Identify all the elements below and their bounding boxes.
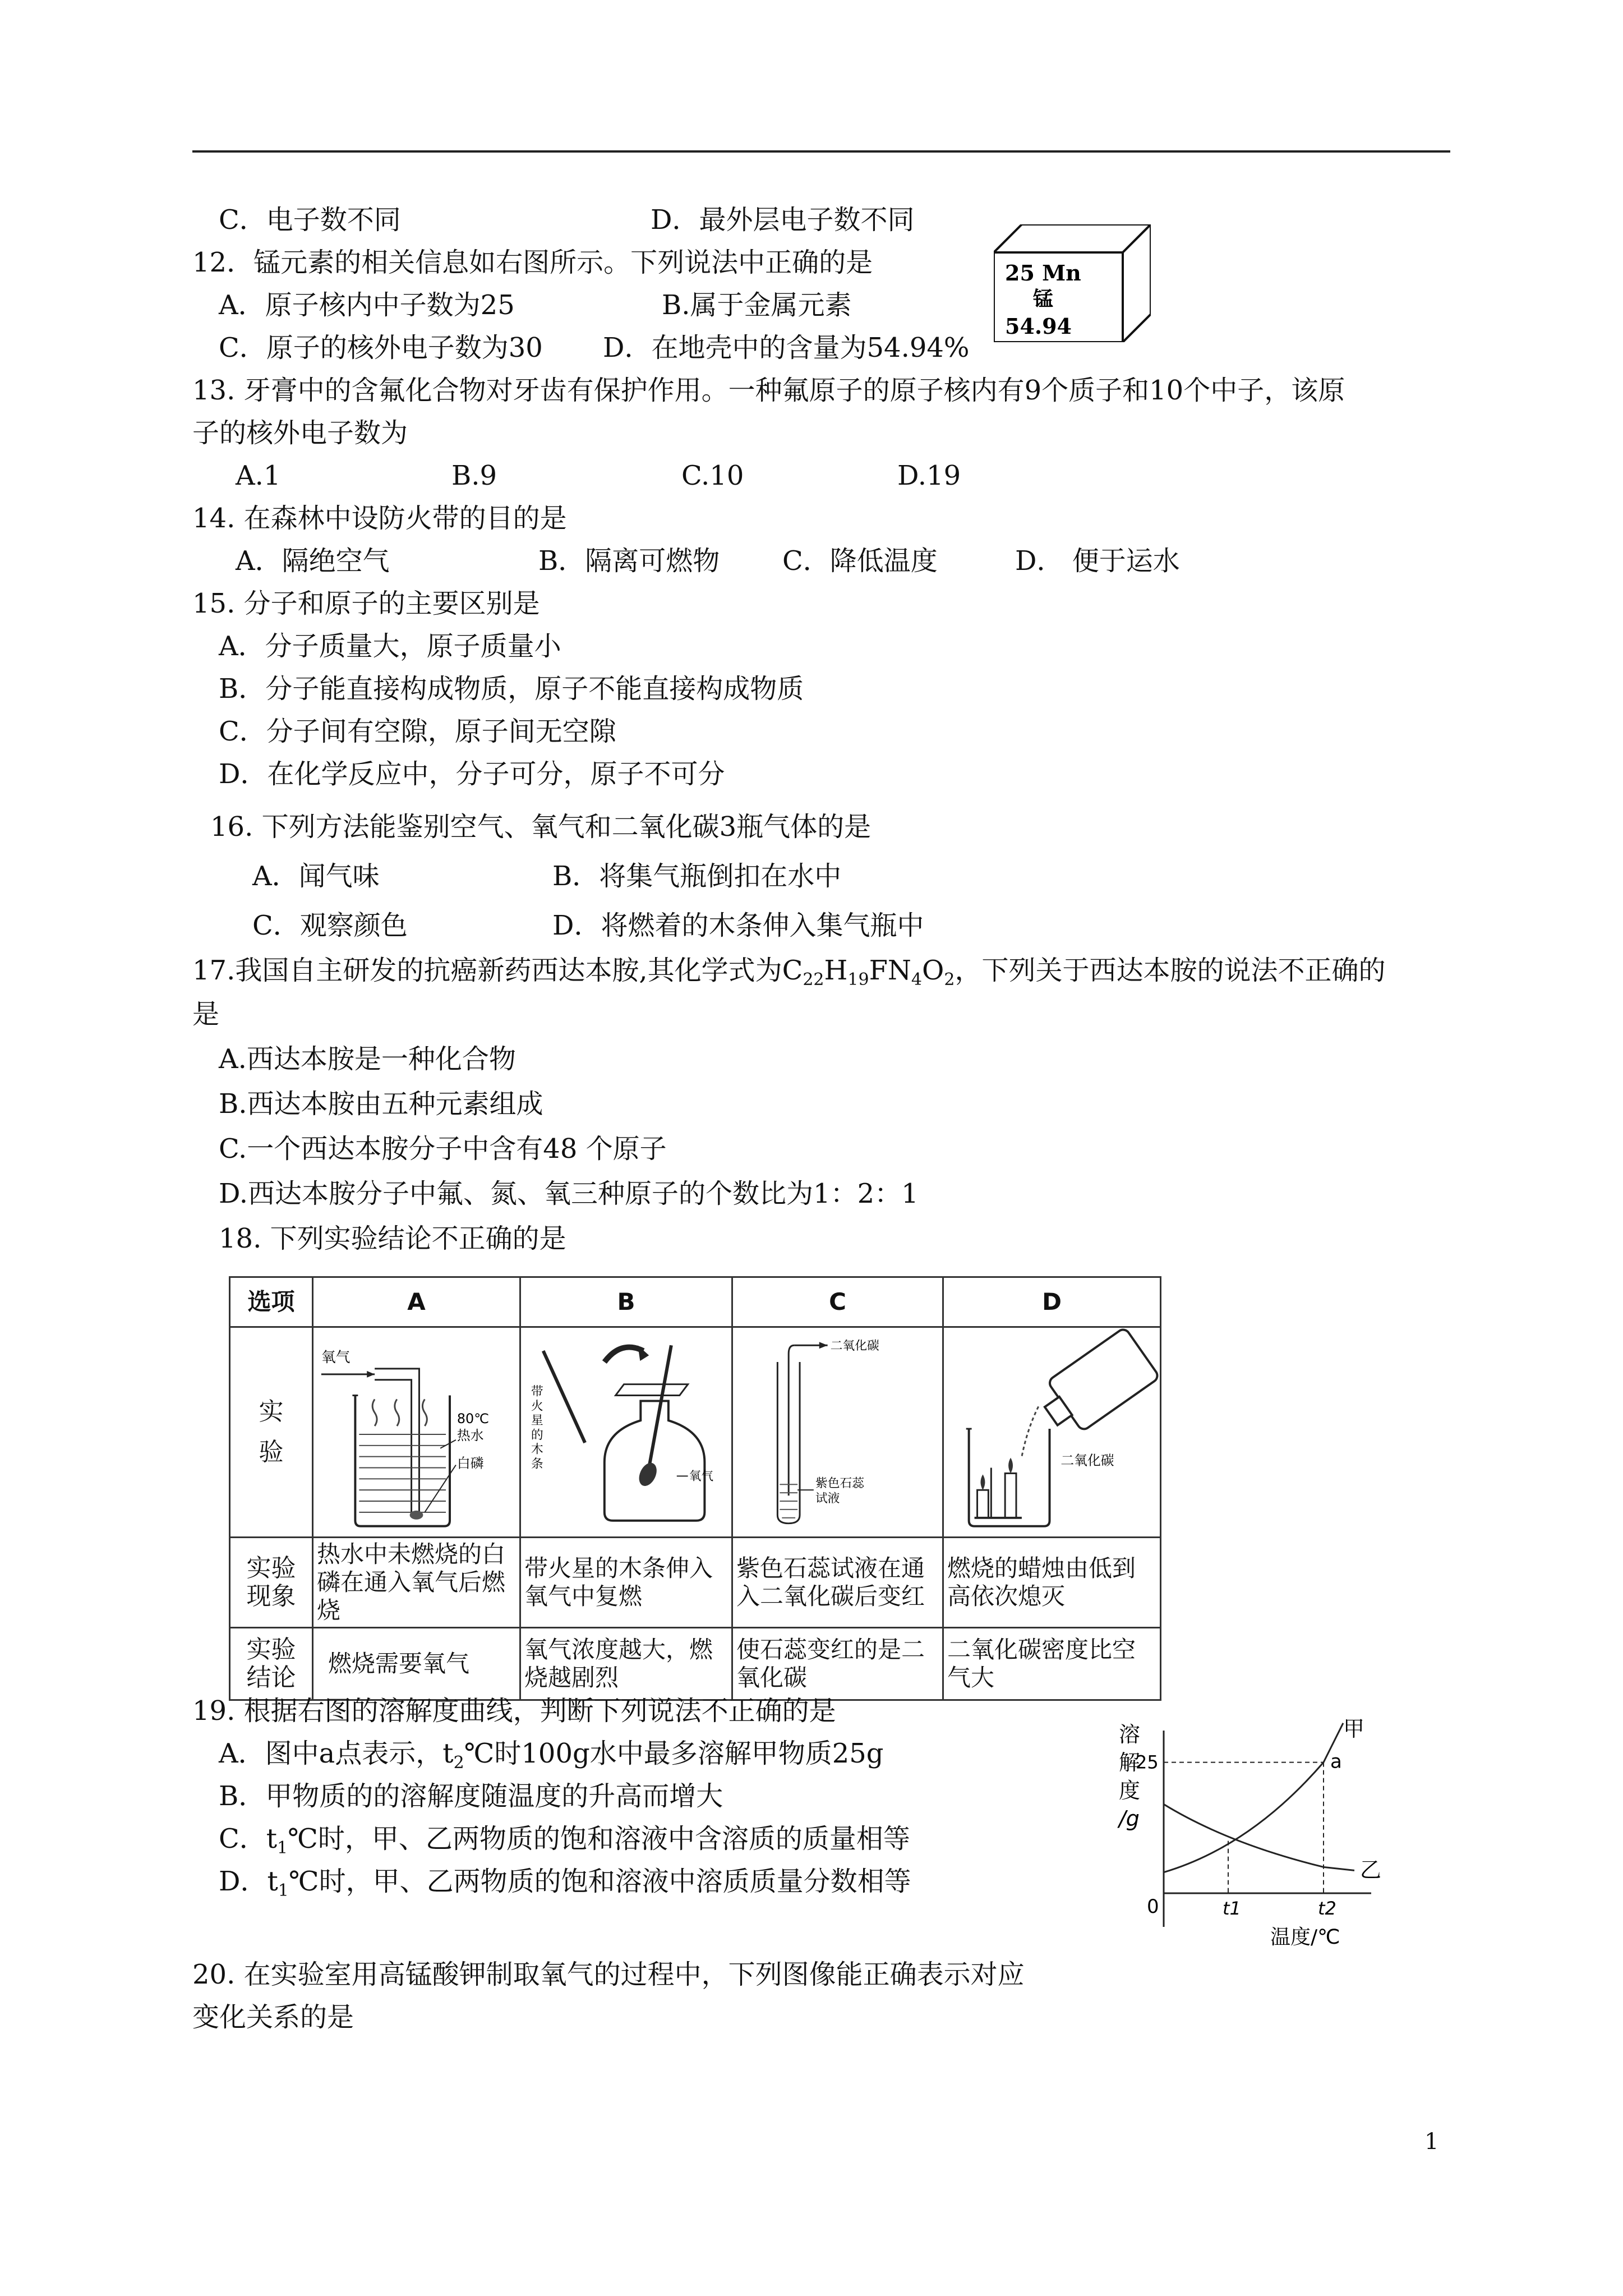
table-cell: 燃烧需要氧气 (313, 1628, 520, 1700)
q12-stem: 12．锰元素的相关信息如右图所示。下列说法中正确的是 (192, 247, 873, 278)
figure-a-beaker (313, 1327, 520, 1538)
table-cell: 使石蕊变红的是二氧化碳 (732, 1628, 943, 1700)
q13-option-c: C.10 (681, 460, 744, 491)
q14-option-b: B．隔离可燃物 (538, 545, 720, 577)
q11-option-c: C．电子数不同 (219, 204, 401, 236)
series-yi-curve (1164, 1804, 1354, 1870)
figure-d-candles (943, 1327, 1161, 1538)
pouring-co2-candles-illustration (944, 1328, 1160, 1536)
series-yi-label: 乙 (1360, 1857, 1382, 1883)
svg-text:氧气: 氧气 (689, 1469, 714, 1484)
element-mass: 54.94 (1005, 314, 1072, 339)
table-cell: 燃烧的蜡烛由低到高依次熄灭 (943, 1538, 1161, 1628)
table-cell: 紫色石蕊试液在通入二氧化碳后变红 (732, 1538, 943, 1628)
svg-text:的: 的 (531, 1428, 543, 1442)
q12-option-d: D．在地壳中的含量为54.94% (603, 332, 970, 364)
table-cell: 氧气浓度越大，燃烧越剧烈 (520, 1628, 732, 1700)
bottle-splint-illustration (521, 1328, 731, 1536)
header-cell: D (943, 1277, 1161, 1327)
q14-option-d: D． 便于运水 (1015, 545, 1180, 577)
svg-text:80℃: 80℃ (457, 1411, 489, 1427)
q13-stem-line2: 子的核外电子数为 (192, 417, 408, 449)
q19-option-a: A．图中a点表示，$t_2℃$时100g水中最多溶解甲物质25g (219, 1738, 884, 1773)
q17-stem-suffix: ，下列关于西达本胺的说法不正确的 (955, 955, 1386, 986)
element-number-symbol: 25 Mn (1005, 260, 1081, 286)
table-conclusion-row (230, 1628, 1161, 1700)
q12-option-b: B.属于金属元素 (662, 289, 852, 321)
q18-stem: 18. 下列实验结论不正确的是 (219, 1223, 566, 1254)
phenomenon-row-label: 实验 现象 (230, 1538, 313, 1628)
q13-option-d: D.19 (897, 460, 961, 491)
q19-option-c: C．$t_1℃$时，甲、乙两物质的饱和溶液中含溶质的质量相等 (219, 1823, 910, 1858)
chemical-formula: $C_{22}H_{19}FN_4O_2$ (782, 955, 955, 990)
element-card-frame (994, 224, 1151, 342)
q15-option-b: B．分子能直接构成物质，原子不能直接构成物质 (219, 673, 804, 705)
svg-text:白磷: 白磷 (457, 1455, 484, 1471)
table-header-row (230, 1277, 1161, 1327)
table-phenomenon-row (230, 1538, 1161, 1628)
y-label-char: 解 (1119, 1750, 1141, 1775)
figure-b-bottle (520, 1327, 732, 1538)
svg-text:木: 木 (531, 1442, 543, 1457)
q16-option-d: D．将燃着的木条伸入集气瓶中 (552, 910, 924, 941)
q19-option-b: B．甲物质的的溶解度随温度的升高而增大 (219, 1780, 723, 1812)
q12-option-a: A．原子核内中子数为25 (219, 289, 515, 321)
q16-option-a: A．闻气味 (252, 861, 380, 892)
q17-stem-line2: 是 (192, 999, 220, 1030)
q16-stem: 16. 下列方法能鉴别空气、氧气和二氧化碳3瓶气体的是 (210, 811, 872, 843)
svg-text:二氧化碳: 二氧化碳 (830, 1339, 879, 1354)
q16-option-b: B．将集气瓶倒扣在水中 (552, 861, 842, 892)
q12-option-c: C．原子的核外电子数为30 (219, 332, 543, 364)
experiment-row-label: 实 验 (230, 1327, 313, 1538)
q13-option-b: B.9 (451, 460, 497, 491)
q20-stem-line2: 变化关系的是 (192, 2001, 354, 2033)
q17-option-b: B.西达本胺由五种元素组成 (219, 1088, 543, 1120)
q13-stem-line1: 13. 牙膏中的含氟化合物对牙齿有保护作用。一种氟原子的原子核内有9个质子和10个中子，该原 (192, 375, 1345, 406)
svg-text:热水: 热水 (457, 1427, 484, 1443)
y-label-char: 溶 (1119, 1722, 1141, 1747)
origin-label: 0 (1147, 1895, 1159, 1918)
q17-stem-prefix: 17.我国自主研发的抗癌新药西达本胺,其化学式为 (192, 955, 782, 986)
solubility-chart (1108, 1714, 1388, 1949)
solubility-chart-svg (1108, 1714, 1388, 1949)
q15-stem: 15. 分子和原子的主要区别是 (192, 588, 540, 619)
conclusion-row-label: 实验 结论 (230, 1628, 313, 1700)
y-label-char: /g (1119, 1806, 1140, 1831)
q14-option-a: A．隔绝空气 (236, 545, 390, 577)
experiment-table (229, 1276, 1161, 1701)
y-label-char: 度 (1119, 1778, 1141, 1803)
table-figure-row (230, 1327, 1161, 1538)
svg-text:二氧化碳: 二氧化碳 (1061, 1452, 1114, 1469)
q11-option-d: D．最外层电子数不同 (651, 204, 915, 236)
q13-option-a: A.1 (236, 460, 281, 491)
svg-text:试液: 试液 (815, 1491, 840, 1506)
q15-option-a: A．分子质量大，原子质量小 (219, 631, 561, 662)
q16-option-c: C．观察颜色 (252, 910, 408, 941)
series-jia-label: 甲 (1343, 1717, 1365, 1741)
q17-option-a: A.西达本胺是一种化合物 (219, 1043, 516, 1075)
figure-c-test-tube (732, 1327, 943, 1538)
svg-text:星: 星 (531, 1414, 543, 1428)
header-cell: B (520, 1277, 732, 1327)
x-tick-t1: t1 (1223, 1898, 1241, 1919)
header-cell: C (732, 1277, 943, 1327)
q14-stem: 14. 在森林中设防火带的目的是 (192, 503, 567, 534)
q14-option-c: C．降低温度 (782, 545, 938, 577)
x-axis-label: 温度/℃ (1270, 1926, 1340, 1949)
svg-text:条: 条 (531, 1457, 543, 1471)
svg-text:带: 带 (531, 1384, 543, 1399)
y-tick-label: 25 (1136, 1751, 1159, 1773)
table-cell: 二氧化碳密度比空气大 (943, 1628, 1161, 1700)
x-tick-t2: t2 (1318, 1898, 1336, 1919)
svg-text:火: 火 (531, 1399, 543, 1414)
q20-stem-line1: 20. 在实验室用高锰酸钾制取氧气的过程中，下列图像能正确表示对应 (192, 1959, 1025, 1990)
header-cell: 选项 (230, 1277, 313, 1327)
series-jia-curve (1164, 1723, 1343, 1872)
test-tube-co2-illustration (733, 1328, 942, 1536)
q19-stem: 19. 根据右图的溶解度曲线，判断下列说法不正确的是 (192, 1695, 836, 1727)
q17-option-d: D.西达本胺分子中氟、氮、氧三种原子的个数比为1：2：1 (219, 1178, 919, 1209)
q15-option-c: C．分子间有空隙，原子间无空隙 (219, 716, 616, 747)
header-cell: A (313, 1277, 520, 1327)
table-cell: 带火星的木条伸入氧气中复燃 (520, 1538, 732, 1628)
svg-text:氧气: 氧气 (321, 1349, 351, 1366)
q17-stem-line1 (192, 954, 1385, 997)
q19-option-d: D．$t_1℃$时，甲、乙两物质的饱和溶液中溶质质量分数相等 (219, 1866, 911, 1901)
table-cell: 热水中未燃烧的白磷在通入氧气后燃烧 (313, 1538, 520, 1628)
point-a-label: a (1330, 1750, 1342, 1773)
svg-text:紫色石蕊: 紫色石蕊 (815, 1476, 865, 1491)
q17-option-c: C.一个西达本胺分子中含有48 个原子 (219, 1133, 667, 1165)
element-name: 锰 (1033, 288, 1054, 311)
beaker-phosphorus-illustration (313, 1328, 519, 1536)
page-number: 1 (1424, 2129, 1439, 2155)
q15-option-d: D．在化学反应中，分子可分，原子不可分 (219, 758, 725, 790)
header-rule (192, 150, 1450, 153)
manganese-element-card (994, 224, 1151, 342)
